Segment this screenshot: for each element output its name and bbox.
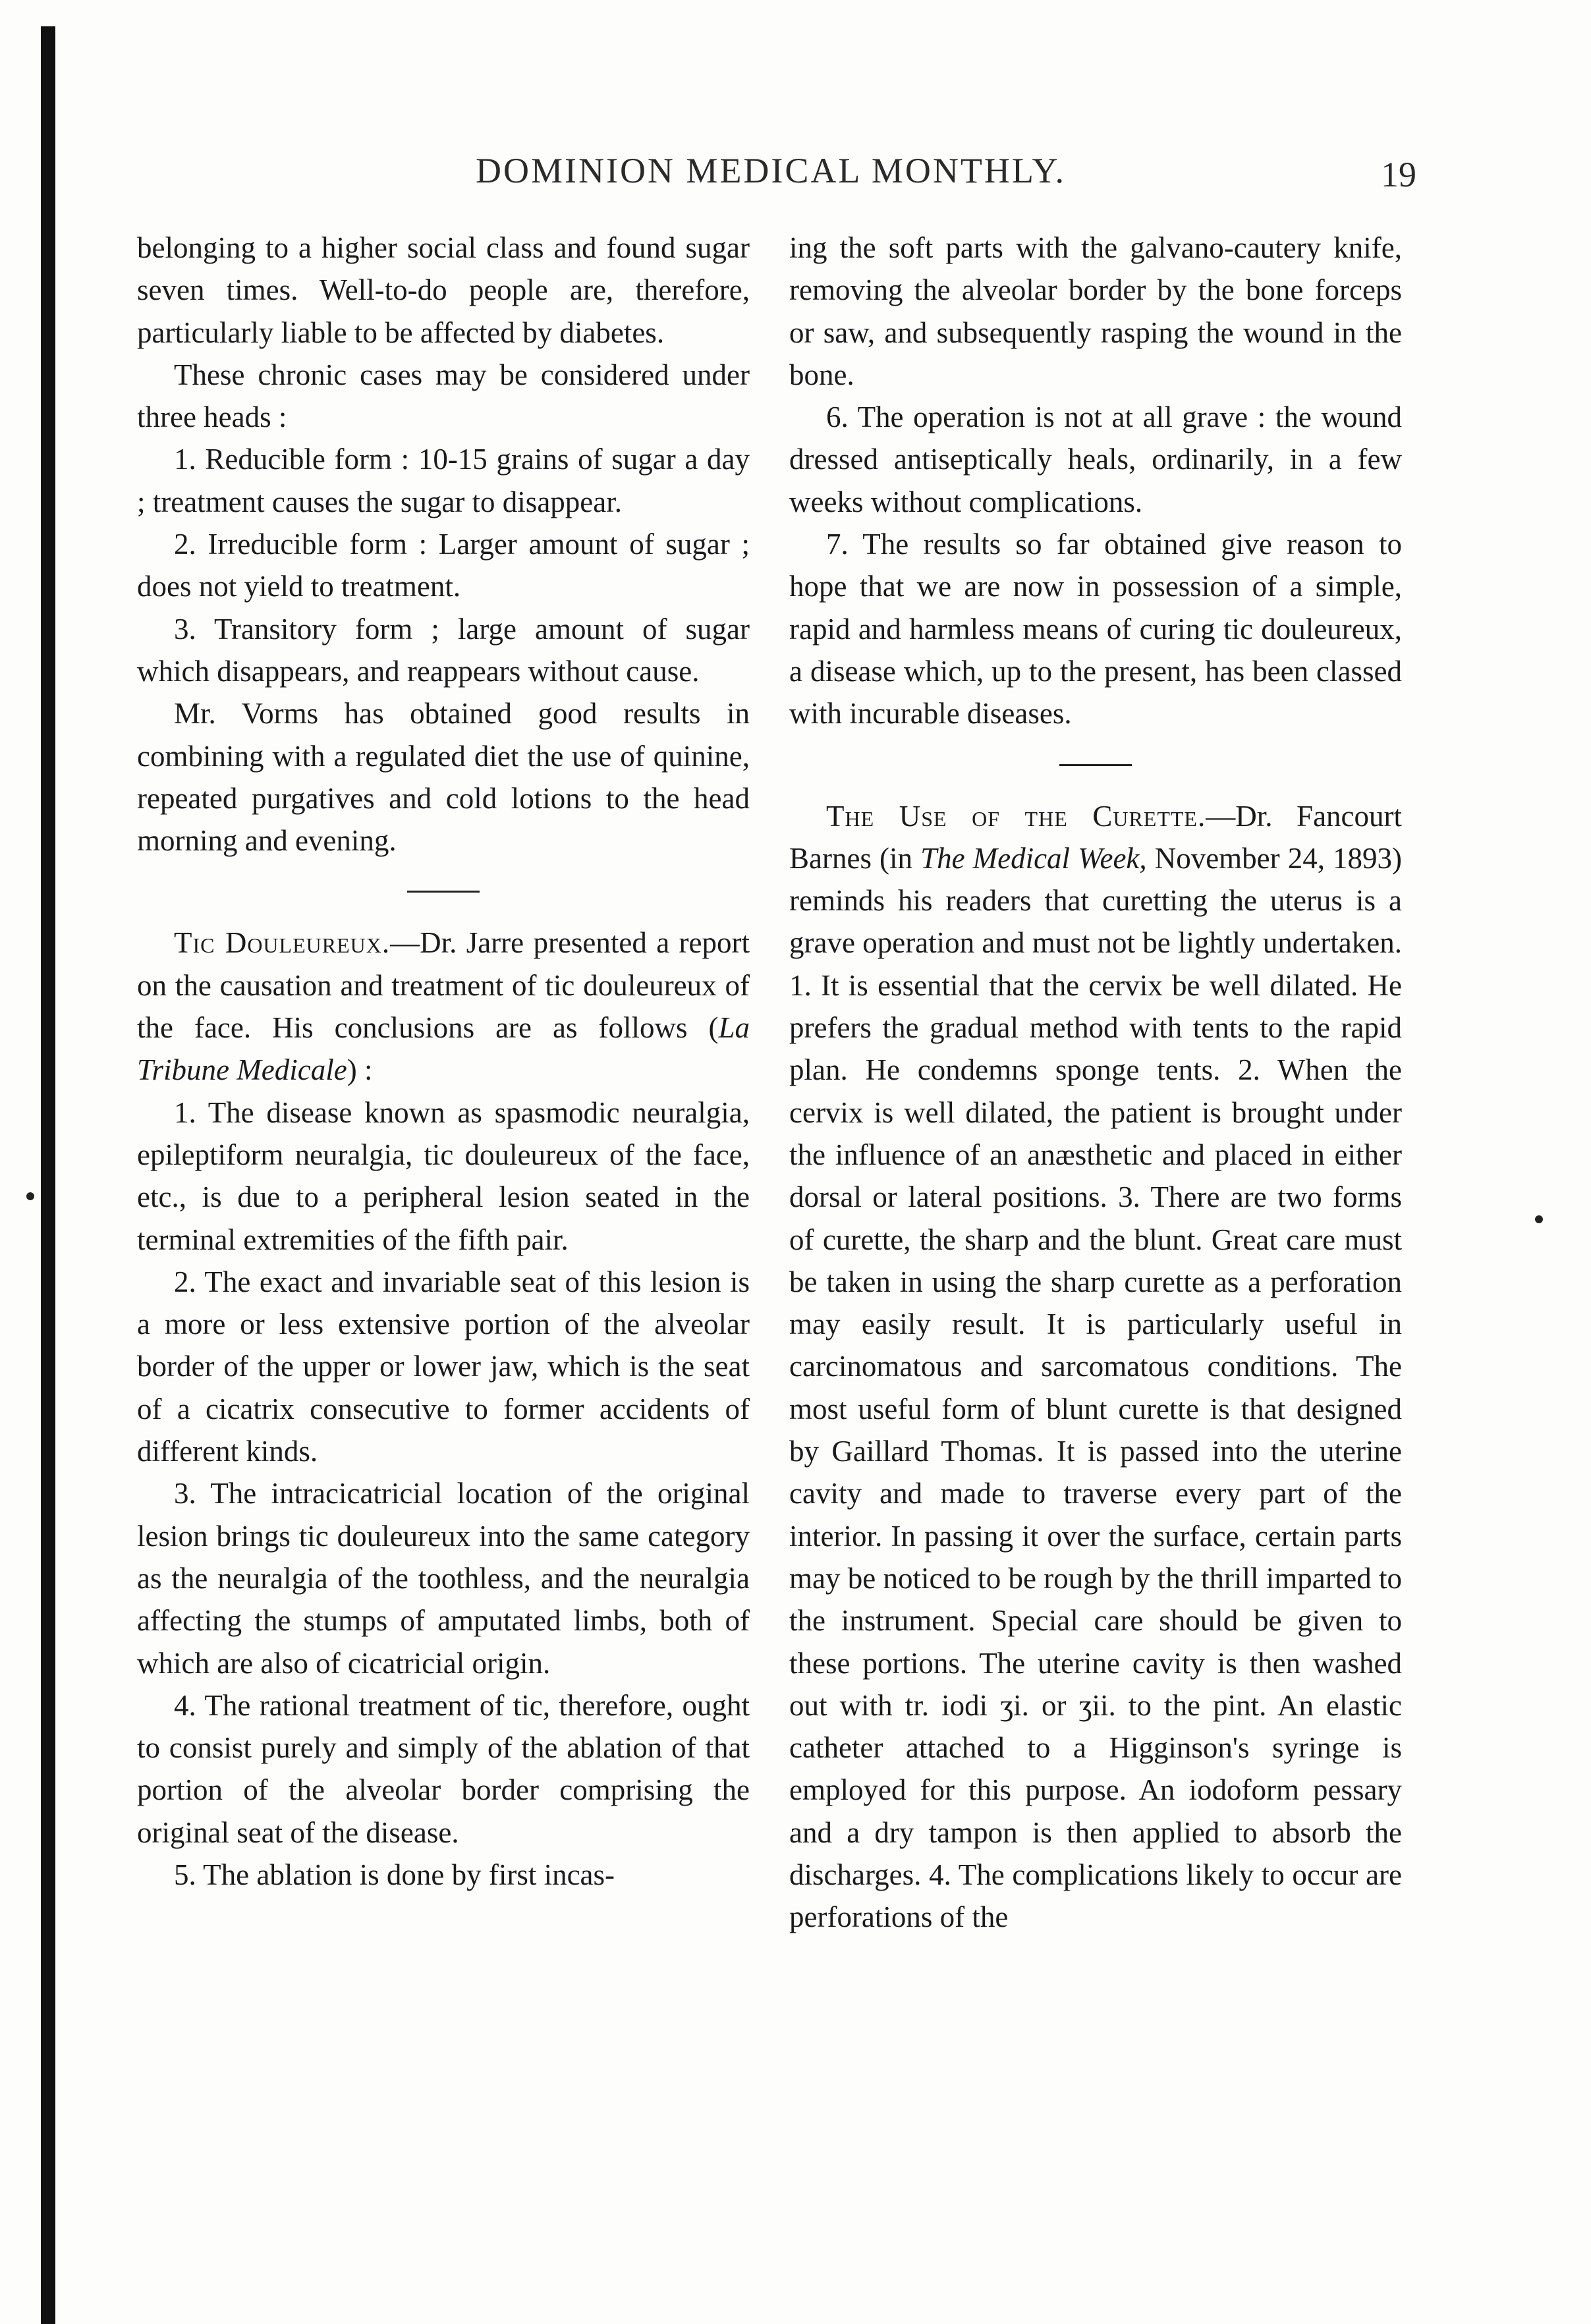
left-column xyxy=(137,227,750,1896)
curette-body: November 24, 1893) reminds his readers that curetting the uterus is a grave operation and must not be lightly undertaken. 1. It is essential that the cervix be well dilated. He prefers the gradual method with tents to the rapid plan. He condemns sponge tents. 2. When the cervix is well dilated, the patient is brought under the influence of an anæsthetic and placed in either dorsal or lateral positions. 3. There are two forms of curette, the sharp and the blunt. Great care must be taken in using the sharp curette as a perforation may easily result. It is particularly useful in carcinomatous and sarcomatous conditions. The most useful form of blunt curette is that designed by Gaillard Thomas. It is passed into the uterine cavity and made to traverse every part of the interior. In passing it over the surface, certain parts may be noticed to be rough by the thrill imparted to the instrument. Special care should be given to these portions. The uterine cavity is then washed out with tr. iodi ʒi. or ʒii. to the pint. An elastic catheter attached to a Higginson's syringe is employed for this purpose. An iodoform pessary and a dry tampon is then applied to absorb the discharges. 4. The complications likely to occur are perforations of the xyxy=(789,841,1402,1934)
print-speck xyxy=(26,1192,34,1200)
tic-intro-text: —Dr. Jarre presented a report on the causation and treatment of tic douleureux of the face. His conclusions are as follows ( xyxy=(137,926,750,1045)
curette-source: The Medical Week, xyxy=(920,841,1147,875)
page-header xyxy=(138,150,1416,203)
conclusion-3: 3. The intracicatricial location of the original lesion brings tic douleureux into the same category as the neuralgia of the toothless, and the neuralgia affecting the stumps of amputated limbs, both of which are also of cicatricial origin. xyxy=(137,1477,750,1680)
paragraph-curette xyxy=(789,795,1402,1939)
tic-source: La Tribune Medicale xyxy=(137,1011,750,1087)
tic-intro-end: ) : xyxy=(347,1053,373,1087)
conclusion-4: 4. The rational treatment of tic, therefore, ought to consist purely and simply of the ablation of that portion of the alveolar border comprising the original seat of the disease. xyxy=(137,1688,750,1849)
conclusion-2: 2. The exact and invariable seat of this lesion is a more or less extensive portion of the alveolar border of the upper or lower jaw, which is the seat of a cicatrix consecutive to former accidents of different kinds. xyxy=(137,1265,750,1468)
conclusion-1: 1. The disease known as spasmodic neuralgia, epileptiform neuralgia, tic douleureux of the face, etc., is due to a peripheral lesion seated in the terminal extremities of the fifth pair. xyxy=(137,1095,750,1256)
print-speck xyxy=(1535,1215,1543,1223)
section-divider xyxy=(1059,764,1132,766)
conclusion-6: 6. The operation is not at all grave : the wound dressed antiseptically heals, ordinarily, in a few weeks without complications. xyxy=(789,401,1402,518)
conclusion-7: 7. The results so far obtained give reason to hope that we are now in possession of a simple, rapid and harmless means of curing tic douleureux, a disease which, up to the present, has been classed with incurable diseases. xyxy=(789,528,1402,731)
list-item-transitory: 3. Transitory form ; large amount of sugar which disappears, and reappears without cause. xyxy=(137,612,750,688)
paragraph-vorms: Mr. Vorms has obtained good results in combining with a regulated diet the use of quinine, repeated purgatives and cold lotions to the head morning and evening. xyxy=(137,697,750,858)
paragraph-heads: These chronic cases may be considered under three heads : xyxy=(137,358,750,434)
list-item-reducible: 1. Reducible form : 10-15 grains of sugar a day ; treatment causes the sugar to disappear. xyxy=(137,443,750,518)
curette-intro: —Dr. Fancourt Barnes (in xyxy=(789,799,1403,875)
list-item-irreducible: 2. Irreducible form : Larger amount of sugar ; does not yield to treatment. xyxy=(137,528,750,603)
curette-heading: The Use of the Curette. xyxy=(826,799,1206,833)
paragraph-diabetes-end: belonging to a higher social class and found sugar seven times. Well-to-do people are, therefore, particularly liable to be affected by diabetes. xyxy=(137,231,750,349)
conclusion-5: 5. The ablation is done by first incas- xyxy=(174,1858,615,1891)
paragraph-tic-intro xyxy=(137,922,750,1091)
page-number: 19 xyxy=(1381,155,1416,194)
tic-heading: Tic Douleureux. xyxy=(174,926,391,960)
conclusion-5-continued: ing the soft parts with the galvano-cautery knife, removing the alveolar border by the bone forceps or saw, and subsequently rasping the wound in the bone. xyxy=(789,231,1402,391)
binding-edge xyxy=(41,26,55,2324)
journal-title: DOMINION MEDICAL MONTHLY. xyxy=(475,151,1067,190)
right-column xyxy=(789,227,1402,1939)
section-divider xyxy=(407,891,480,893)
